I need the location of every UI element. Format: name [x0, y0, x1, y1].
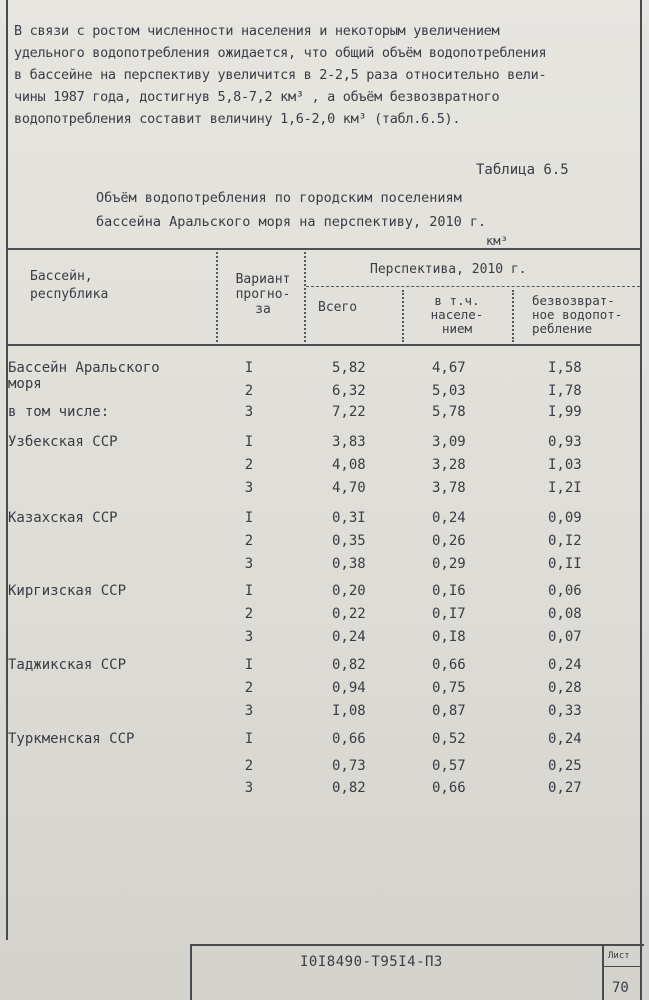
row-total: 7,22	[332, 404, 366, 420]
row-population: 3,28	[432, 457, 466, 473]
row-name: Туркменская ССР	[8, 731, 135, 747]
caption-line: бассейна Аральского моря на перспективу, 2010 г.	[96, 214, 487, 230]
column-divider	[512, 290, 514, 342]
table-row	[0, 780, 649, 802]
row-total: I,08	[332, 703, 366, 719]
row-irrecoverable: 0,24	[548, 731, 582, 747]
row-irrecoverable: 0,24	[548, 657, 582, 673]
row-irrecoverable: 0,II	[548, 556, 582, 572]
paragraph-line: в бассейне на перспективу увеличится в 2-2,5 раза относительно вели-	[14, 67, 547, 83]
row-name: Казахская ССР	[8, 510, 118, 526]
row-variant: 3	[244, 404, 254, 420]
row-population: 5,78	[432, 404, 466, 420]
row-total: 0,38	[332, 556, 366, 572]
row-population: 0,57	[432, 758, 466, 774]
row-name: Узбекская ССР	[8, 434, 118, 450]
row-variant: 2	[244, 533, 254, 549]
table-row	[0, 434, 649, 456]
row-irrecoverable: 0,06	[548, 583, 582, 599]
table-row	[0, 657, 649, 679]
header-bottom-rule	[8, 344, 640, 346]
sheet-number: 70	[612, 980, 629, 996]
row-irrecoverable: I,2I	[548, 480, 582, 496]
row-irrecoverable: 0,I2	[548, 533, 582, 549]
header-variant-line: прогно-	[235, 287, 291, 302]
paragraph-line: В связи с ростом численности населения и некоторым увеличением	[14, 23, 500, 39]
header-incl-line: нием	[441, 321, 473, 336]
row-population: 0,I7	[432, 606, 466, 622]
header-basin	[30, 268, 108, 304]
row-irrecoverable: 0,25	[548, 758, 582, 774]
row-population: 0,87	[432, 703, 466, 719]
table-row	[0, 629, 649, 651]
row-total: 0,20	[332, 583, 366, 599]
row-variant: I	[244, 657, 254, 673]
header-incl-line: в т.ч.	[434, 293, 480, 308]
row-total: 0,24	[332, 629, 366, 645]
row-irrecoverable: I,78	[548, 383, 582, 399]
row-population: 0,75	[432, 680, 466, 696]
table-row	[0, 480, 649, 502]
row-population: 0,I6	[432, 583, 466, 599]
paragraph-line: водопотребления составит величину 1,6-2,0 км³ (табл.6.5).	[14, 111, 461, 127]
row-total: 3,83	[332, 434, 366, 450]
table-row	[0, 758, 649, 780]
row-name-continuation: моря	[8, 376, 42, 392]
row-total: 0,3I	[332, 510, 366, 526]
header-perspective: Перспектива, 2010 г.	[370, 262, 527, 277]
column-divider	[304, 252, 306, 342]
row-total: 0,66	[332, 731, 366, 747]
column-divider	[216, 252, 218, 342]
row-population: 4,67	[432, 360, 466, 376]
table-row	[0, 583, 649, 605]
header-incl-population	[412, 294, 502, 336]
row-population: 0,66	[432, 780, 466, 796]
header-basin-line: Бассейн,	[30, 269, 93, 284]
row-total: 0,22	[332, 606, 366, 622]
header-basin-line: республика	[30, 287, 109, 302]
row-variant: I	[244, 510, 254, 526]
row-variant: 3	[244, 556, 254, 572]
row-irrecoverable: 0,07	[548, 629, 582, 645]
intro-paragraph	[14, 20, 636, 130]
row-variant: 2	[244, 758, 254, 774]
row-population: 3,09	[432, 434, 466, 450]
table-row	[0, 404, 649, 426]
row-irrecoverable: I,03	[548, 457, 582, 473]
row-population: 0,I8	[432, 629, 466, 645]
table-number: Таблица 6.5	[476, 162, 569, 178]
row-variant: 2	[244, 457, 254, 473]
row-population: 3,78	[432, 480, 466, 496]
table-row	[0, 510, 649, 532]
table-row	[0, 606, 649, 628]
header-variant-line: Вариант	[235, 272, 291, 287]
row-total: 0,82	[332, 780, 366, 796]
subheader-rule	[306, 286, 640, 287]
table-row	[0, 703, 649, 725]
row-population: 0,24	[432, 510, 466, 526]
table-row	[0, 680, 649, 702]
header-irr-line: ное водопот-	[532, 307, 623, 322]
header-variant-line: за	[255, 302, 271, 317]
caption-line: Объём водопотребления по городским поселениям	[96, 190, 462, 206]
header-irrecoverable	[532, 294, 622, 336]
row-total: 0,94	[332, 680, 366, 696]
paragraph-line: удельного водопотребления ожидается, что общий объём водопотребления	[14, 45, 547, 61]
header-total: Всего	[318, 300, 358, 315]
row-irrecoverable: I,58	[548, 360, 582, 376]
row-irrecoverable: I,99	[548, 404, 582, 420]
row-variant: 2	[244, 383, 254, 399]
row-irrecoverable: 0,09	[548, 510, 582, 526]
header-variant	[228, 272, 298, 317]
row-variant: 2	[244, 680, 254, 696]
table-row	[0, 457, 649, 479]
row-name: Бассейн Аральского	[8, 360, 160, 376]
header-irr-line: ребление	[532, 321, 593, 336]
row-irrecoverable: 0,28	[548, 680, 582, 696]
sheet-divider	[602, 966, 642, 967]
table-row	[0, 383, 649, 405]
sheet-label: Лист	[608, 951, 630, 961]
row-name: в том числе:	[8, 404, 110, 420]
header-irr-line: безвозврат-	[532, 293, 615, 308]
row-irrecoverable: 0,27	[548, 780, 582, 796]
row-variant: 3	[244, 703, 254, 719]
row-population: 0,26	[432, 533, 466, 549]
row-variant: 3	[244, 629, 254, 645]
row-population: 0,66	[432, 657, 466, 673]
row-variant: I	[244, 731, 254, 747]
row-name: Таджикская ССР	[8, 657, 127, 673]
header-incl-line: населе-	[430, 307, 484, 322]
row-total: 0,73	[332, 758, 366, 774]
table-top-rule	[8, 248, 640, 250]
row-total: 4,08	[332, 457, 366, 473]
row-irrecoverable: 0,08	[548, 606, 582, 622]
row-population: 5,03	[432, 383, 466, 399]
table-caption	[96, 186, 486, 234]
table-row	[0, 556, 649, 578]
row-name: Киргизская ССР	[8, 583, 127, 599]
paragraph-line: чины 1987 года, достигнув 5,8-7,2 км³ , а объём безвозвратного	[14, 89, 500, 105]
row-irrecoverable: 0,93	[548, 434, 582, 450]
row-total: 0,82	[332, 657, 366, 673]
document-code: I0I8490-Т95I4-ПЗ	[300, 954, 443, 970]
row-population: 0,29	[432, 556, 466, 572]
row-total: 0,35	[332, 533, 366, 549]
row-variant: 2	[244, 606, 254, 622]
row-variant: 3	[244, 480, 254, 496]
table-row	[0, 533, 649, 555]
table-row	[0, 731, 649, 753]
row-total: 5,82	[332, 360, 366, 376]
row-variant: I	[244, 360, 254, 376]
unit-label: км³	[486, 234, 508, 248]
column-divider	[402, 290, 404, 342]
row-total: 6,32	[332, 383, 366, 399]
table-row	[0, 360, 649, 382]
row-irrecoverable: 0,33	[548, 703, 582, 719]
title-block	[190, 944, 604, 1000]
row-variant: I	[244, 583, 254, 599]
row-total: 4,70	[332, 480, 366, 496]
row-variant: 3	[244, 780, 254, 796]
row-variant: I	[244, 434, 254, 450]
row-population: 0,52	[432, 731, 466, 747]
